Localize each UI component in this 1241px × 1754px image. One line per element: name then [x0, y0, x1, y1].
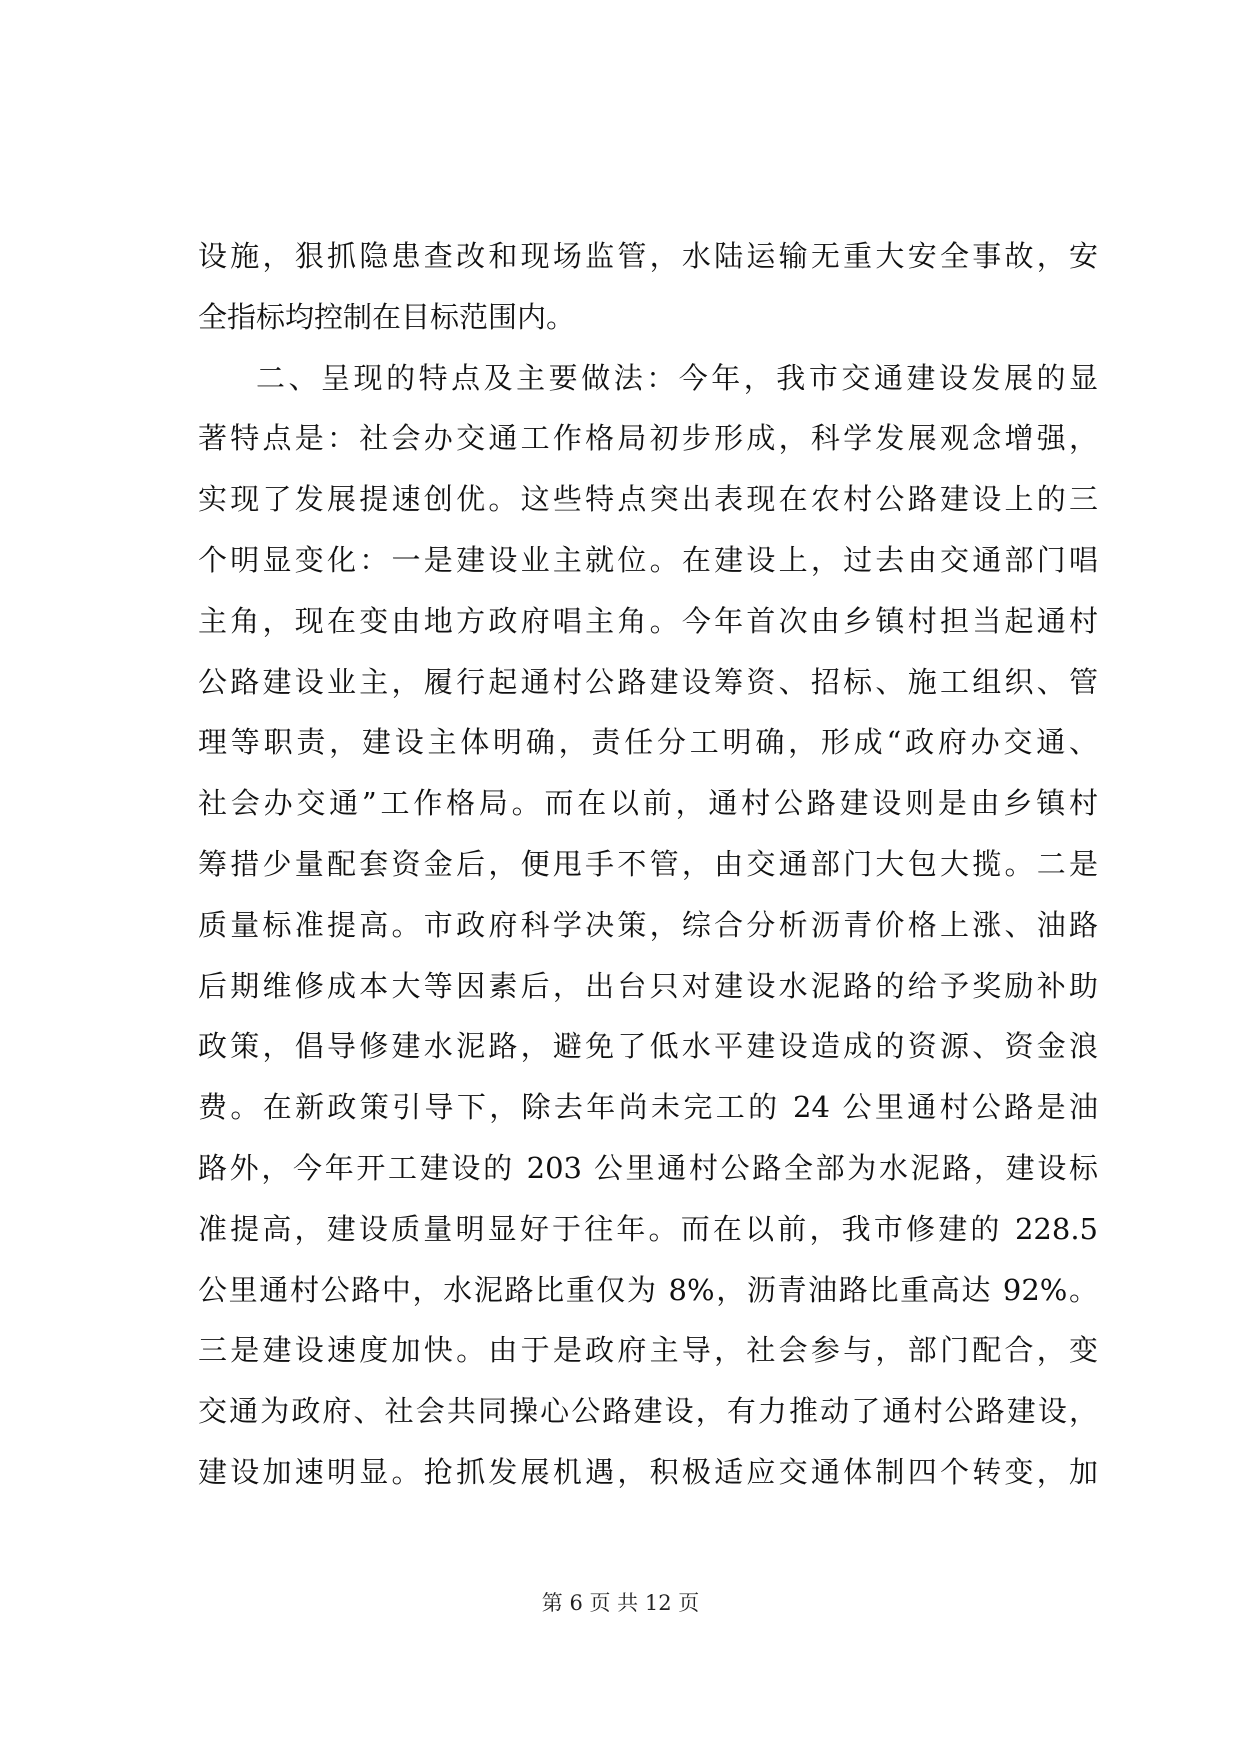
text-line: 政策，倡导修建水泥路，避免了低水平建设造成的资源、资金浪 — [198, 1029, 1098, 1064]
section-heading-line: 二、呈现的特点及主要做法：今年，我市交通建设发展的显 — [256, 360, 1098, 395]
text-line: 准提高，建设质量明显好于往年。而在以前，我市修建的 228.5 — [198, 1211, 1098, 1246]
page-number-footer: 第 6 页 共 12 页 — [541, 1591, 700, 1615]
text-line: 设施，狠抓隐患查改和现场监管，水陆运输无重大安全事故，安 — [198, 239, 1098, 273]
text-line: 全指标均控制在目标范围内。 — [198, 299, 576, 334]
text-line: 公里通村公路中，水泥路比重仅为 8%，沥青油路比重高达 92%。 — [198, 1272, 1098, 1307]
text-line: 著特点是：社会办交通工作格局初步形成，科学发展观念增强， — [198, 421, 1098, 456]
text-line: 费。在新政策引导下，除去年尚未完工的 24 公里通村公路是油 — [198, 1090, 1098, 1125]
text-line: 实现了发展提速创优。这些特点突出表现在农村公路建设上的三 — [198, 482, 1098, 517]
text-line: 主角，现在变由地方政府唱主角。今年首次由乡镇村担当起通村 — [198, 603, 1098, 638]
text-line: 社会办交通”工作格局。而在以前，通村公路建设则是由乡镇村 — [198, 786, 1098, 821]
text-line: 路外，今年开工建设的 203 公里通村公路全部为水泥路，建设标 — [198, 1150, 1098, 1185]
body-text — [198, 226, 1098, 1503]
text-line: 建设加速明显。抢抓发展机遇，积极适应交通体制四个转变，加 — [198, 1454, 1098, 1489]
text-line: 质量标准提高。市政府科学决策，综合分析沥青价格上涨、油路 — [198, 907, 1098, 942]
text-line: 三是建设速度加快。由于是政府主导，社会参与，部门配合，变 — [198, 1333, 1098, 1368]
text-line: 后期维修成本大等因素后，出台只对建设水泥路的给予奖励补助 — [198, 968, 1098, 1003]
text-line: 个明显变化：一是建设业主就位。在建设上，过去由交通部门唱 — [198, 542, 1098, 577]
text-line: 交通为政府、社会共同操心公路建设，有力推动了通村公路建设， — [198, 1394, 1098, 1429]
text-line: 筹措少量配套资金后，便甩手不管，由交通部门大包大揽。二是 — [198, 846, 1098, 881]
text-line: 公路建设业主，履行起通村公路建设筹资、招标、施工组织、管 — [198, 664, 1098, 699]
text-line: 理等职责，建设主体明确，责任分工明确，形成“政府办交通、 — [198, 725, 1098, 760]
